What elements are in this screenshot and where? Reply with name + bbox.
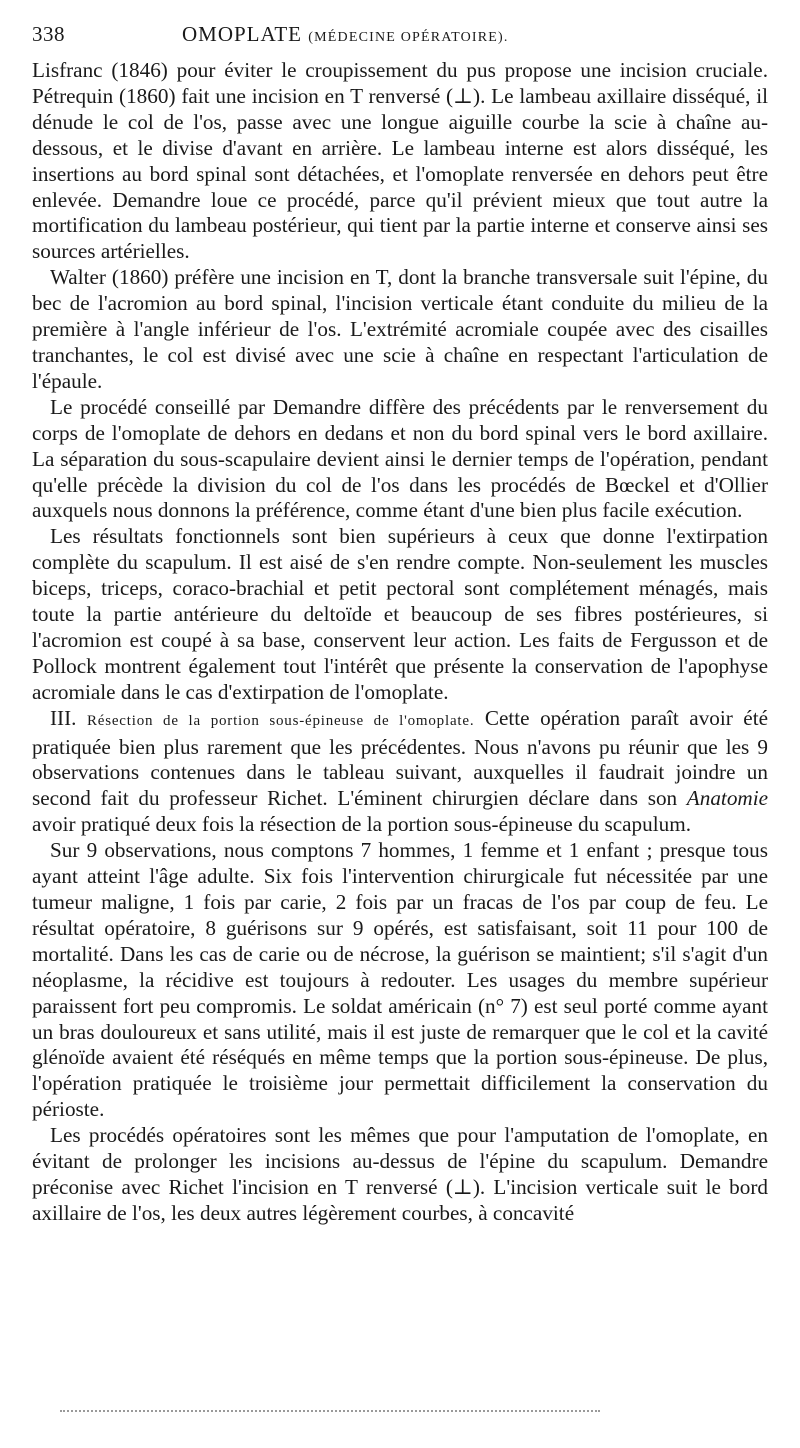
page-number: 338 [32, 22, 65, 46]
paragraph-operative-procedures: Les procédés opératoires sont les mêmes que pour l'amputation de l'omoplate, en évitant de prolonger les incisions au-dessus de l'épine du scapulum. Demandre préconise avec Richet l'incision en T renversé (⊥). L'incision verticale suit le bord axillaire de l'os, les deux autres légèrement courbes, à concavité [32, 1123, 768, 1225]
paragraph-observations: Sur 9 observations, nous comptons 7 hommes, 1 femme et 1 enfant ; presque tous ayant atteint l'âge adulte. Six fois l'intervention chirurgicale fut nécessitée par une tumeur maligne, 1 fois par carie, 2 fois par un fracas de l'os par coup de feu. Le résultat opératoire, 8 guérisons sur 9 opérés, est satisfaisant, soit 11 pour 100 de mortalité. Dans les cas de carie ou de nécrose, la guérison se maintient; s'il s'agit d'un néoplasme, la récidive est toujours à redouter. Les usages du membre supérieur paraissent fort peu compromis. Le soldat américain (n° 7) est seul porté comme ayant un bras douloureux et sans utilité, mais il est juste de remarquer que le col et la cavité glénoïde avaient été réséqués en même temps que la portion sous-épineuse. De plus, l'opération pratiquée le troisième jour permettait difficilement la conservation du périoste. [32, 838, 768, 1122]
section-text-before: Cette opération paraît avoir été pratiquée bien plus rarement que les précédentes. Nous n'avons pu réunir que les 9 observations contenues dans le tableau suivant, auxquelles il faudrait joindre un second fait du professeur Richet. L'éminent chirurgien déclare dans son [32, 705, 768, 811]
paragraph-walter: Walter (1860) préfère une incision en T, dont la branche transversale suit l'épine, du bec de l'acromion au bord spinal, l'incision verticale étant conduite du milieu de la première à l'angle inférieur de l'os. L'extrémité acromiale coupée avec des cisailles tranchantes, le col est divisé avec une scie à chaîne en respectant l'articulation de l'épaule. [32, 265, 768, 393]
paragraph-demandre-procedure: Le procédé conseillé par Demandre diffère des précédents par le renversement du corps de l'omoplate de dehors en dedans et non du bord spinal vers le bord axillaire. La séparation du sous-scapulaire devient ainsi le dernier temps de l'opération, pendant qu'elle précède la division du col de l'os dans les procédés de Bœckel et d'Ollier auxquels nous donnons la préférence, comme étant d'une bien plus facile exécution. [32, 394, 768, 523]
paragraph-functional-results: Les résultats fonctionnels sont bien supérieurs à ceux que donne l'extirpation complète du scapulum. Il est aisé de s'en rendre compte. Non-seulement les muscles biceps, triceps, coraco-brachial et petit pectoral sont complétement ménagés, mais toute la partie antérieure du deltoïde et beaucoup de ses fibres postérieures, si l'acromion est coupé à sa base, conservent leur action. Les faits de Fergusson et de Pollock montrent également tout l'intérêt que présente la conservation de l'apophyse acromiale dans le cas d'extirpation de l'omoplate. [32, 524, 768, 704]
section-text-after: avoir pratiqué deux fois la résection de la portion sous-épineuse du scapulum. [32, 812, 691, 837]
running-title-subtitle: (MÉDECINE OPÉRATOIRE). [308, 30, 509, 45]
anatomie-italic: Anatomie [686, 786, 768, 811]
book-page [32, 22, 768, 1227]
footer-dotted-rule [60, 1410, 600, 1412]
body-text [32, 58, 768, 1227]
section-number: III. [50, 705, 87, 730]
page-header [32, 22, 768, 52]
running-title-main: OMOPLATE [182, 22, 303, 46]
paragraph-lisfranc: Lisfranc (1846) pour éviter le croupissement du pus propose une incision cruciale. Pétrequin (1860) fait une incision en T renversé (⊥). Le lambeau axillaire disséqué, il dénude le col de l'os, passe avec une longue aiguille courbe la scie à chaîne au-dessous, et le divise d'avant en arrière. Le lambeau interne est alors disséqué, les insertions au bord spinal sont détachées, et l'omoplate renversée en dehors peut être enlevée. Demandre loue ce procédé, parce qu'il prévient mieux que tout autre la mortification du lambeau postérieur, qui tient par la partie interne et conserve ainsi ses sources artérielles. [32, 58, 768, 264]
section-heading: Résection de la portion sous-épineuse de l'omoplate. [86, 712, 475, 729]
paragraph-section-iii [32, 706, 768, 839]
running-title [182, 22, 509, 47]
